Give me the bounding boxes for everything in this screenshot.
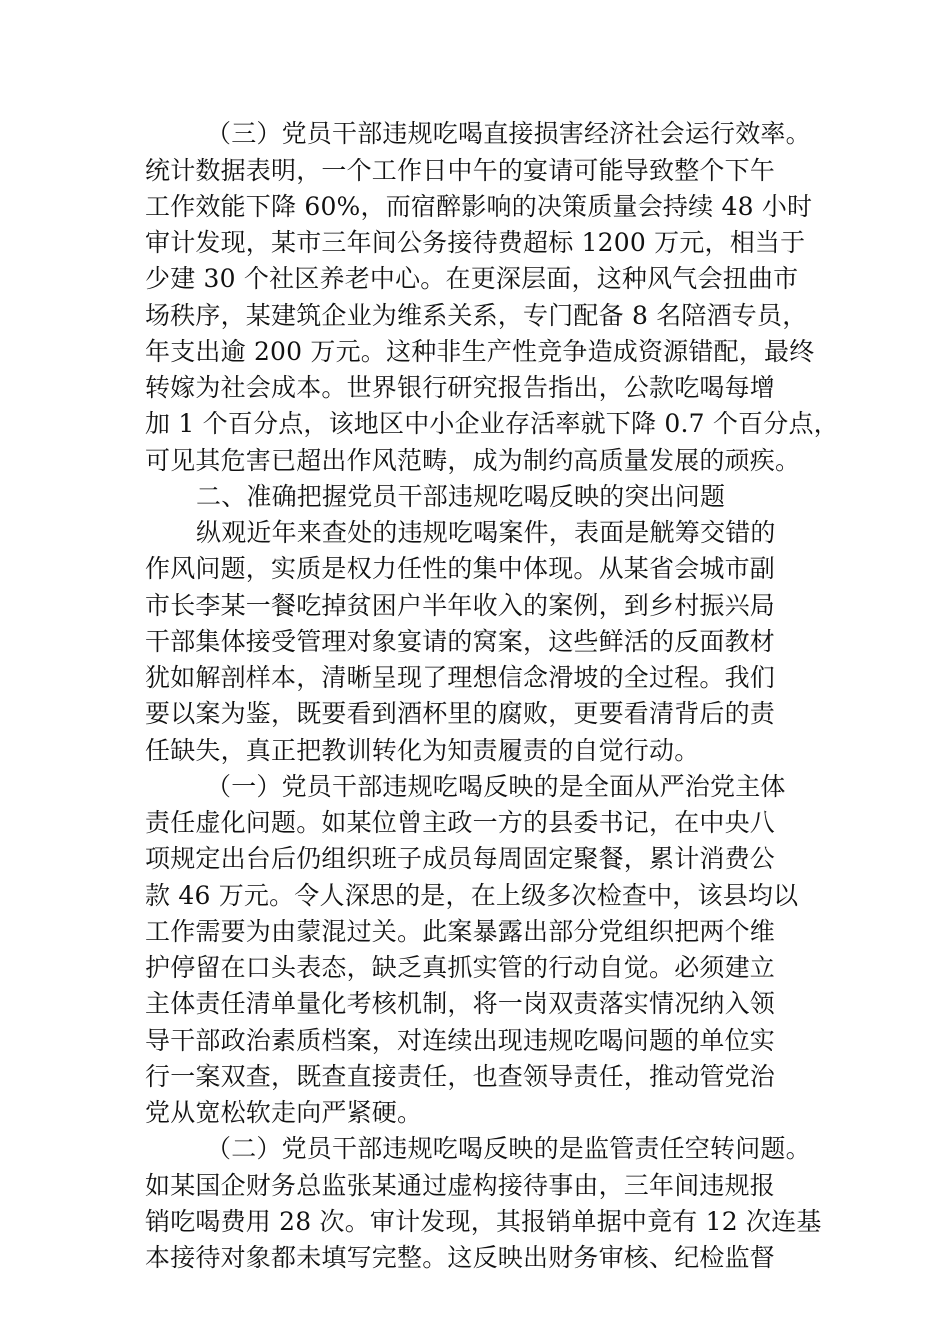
paragraph-3-line: （三）党员干部违规吃喝直接损害经济社会运行效率。: [206, 119, 811, 148]
paragraph-1-line: 项规定出台后仍组织班子成员每周固定聚餐，累计消费公: [145, 844, 776, 873]
paragraph-1-line: 款 46 万元。令人深思的是，在上级多次检查中，该县均以: [145, 881, 799, 910]
intro-paragraph-line: 作风问题，实质是权力任性的集中体现。从某省会城市副: [145, 554, 776, 583]
intro-paragraph-line: 干部集体接受管理对象宴请的窝案，这些鲜活的反面教材: [145, 627, 776, 656]
paragraph-2-line: 本接待对象都未填写完整。这反映出财务审核、纪检监督: [145, 1243, 776, 1272]
paragraph-1-line: 护停留在口头表态，缺乏真抓实管的行动自觉。必须建立: [145, 953, 776, 982]
paragraph-3-line: 场秩序，某建筑企业为维系关系，专门配备 8 名陪酒专员，: [145, 301, 808, 330]
paragraph-3-line: 审计发现，某市三年间公务接待费超标 1200 万元，相当于: [145, 228, 806, 257]
paragraph-2-line: 销吃喝费用 28 次。审计发现，其报销单据中竟有 12 次连基: [145, 1207, 822, 1236]
paragraph-1-line: （一）党员干部违规吃喝反映的是全面从严治党主体: [206, 772, 786, 801]
intro-paragraph-line: 犹如解剖样本，清晰呈现了理想信念滑坡的全过程。我们: [145, 663, 776, 692]
intro-paragraph-line: 要以案为鉴，既要看到酒杯里的腐败，更要看清背后的责: [145, 699, 776, 728]
paragraph-3-line: 工作效能下降 60%，而宿醉影响的决策质量会持续 48 小时: [145, 192, 813, 221]
paragraph-3-line: 可见其危害已超出作风范畴，成为制约高质量发展的顽疾。: [145, 446, 801, 475]
paragraph-1-line: 行一案双查，既查直接责任，也查领导责任，推动管党治: [145, 1062, 776, 1091]
intro-paragraph-line: 纵观近年来查处的违规吃喝案件，表面是觥筹交错的: [196, 518, 776, 547]
paragraph-2-line: （二）党员干部违规吃喝反映的是监管责任空转问题。: [206, 1134, 811, 1163]
paragraph-1-line: 导干部政治素质档案，对连续出现违规吃喝问题的单位实: [145, 1026, 776, 1055]
paragraph-2-line: 如某国企财务总监张某通过虚构接待事由，三年间违规报: [145, 1171, 776, 1200]
paragraph-3-line: 转嫁为社会成本。世界银行研究报告指出，公款吃喝每增: [145, 373, 776, 402]
paragraph-3-line: 加 1 个百分点，该地区中小企业存活率就下降 0.7 个百分点，: [145, 409, 839, 438]
paragraph-1-line: 工作需要为由蒙混过关。此案暴露出部分党组织把两个维: [145, 917, 776, 946]
intro-paragraph-line: 任缺失，真正把教训转化为知责履责的自觉行动。: [145, 736, 700, 765]
section-heading: 二、准确把握党员干部违规吃喝反映的突出问题: [196, 482, 726, 511]
paragraph-3-line: 少建 30 个社区养老中心。在更深层面，这种风气会扭曲市: [145, 264, 799, 293]
intro-paragraph-line: 市长李某一餐吃掉贫困户半年收入的案例，到乡村振兴局: [145, 591, 776, 620]
paragraph-1-line: 主体责任清单量化考核机制，将一岗双责落实情况纳入领: [145, 989, 776, 1018]
paragraph-3-line: 统计数据表明，一个工作日中午的宴请可能导致整个下午: [145, 156, 776, 185]
paragraph-3-line: 年支出逾 200 万元。这种非生产性竞争造成资源错配，最终: [145, 337, 815, 366]
paragraph-1-line: 党从宽松软走向严紧硬。: [145, 1098, 423, 1127]
paragraph-1-line: 责任虚化问题。如某位曾主政一方的县委书记，在中央八: [145, 808, 776, 837]
